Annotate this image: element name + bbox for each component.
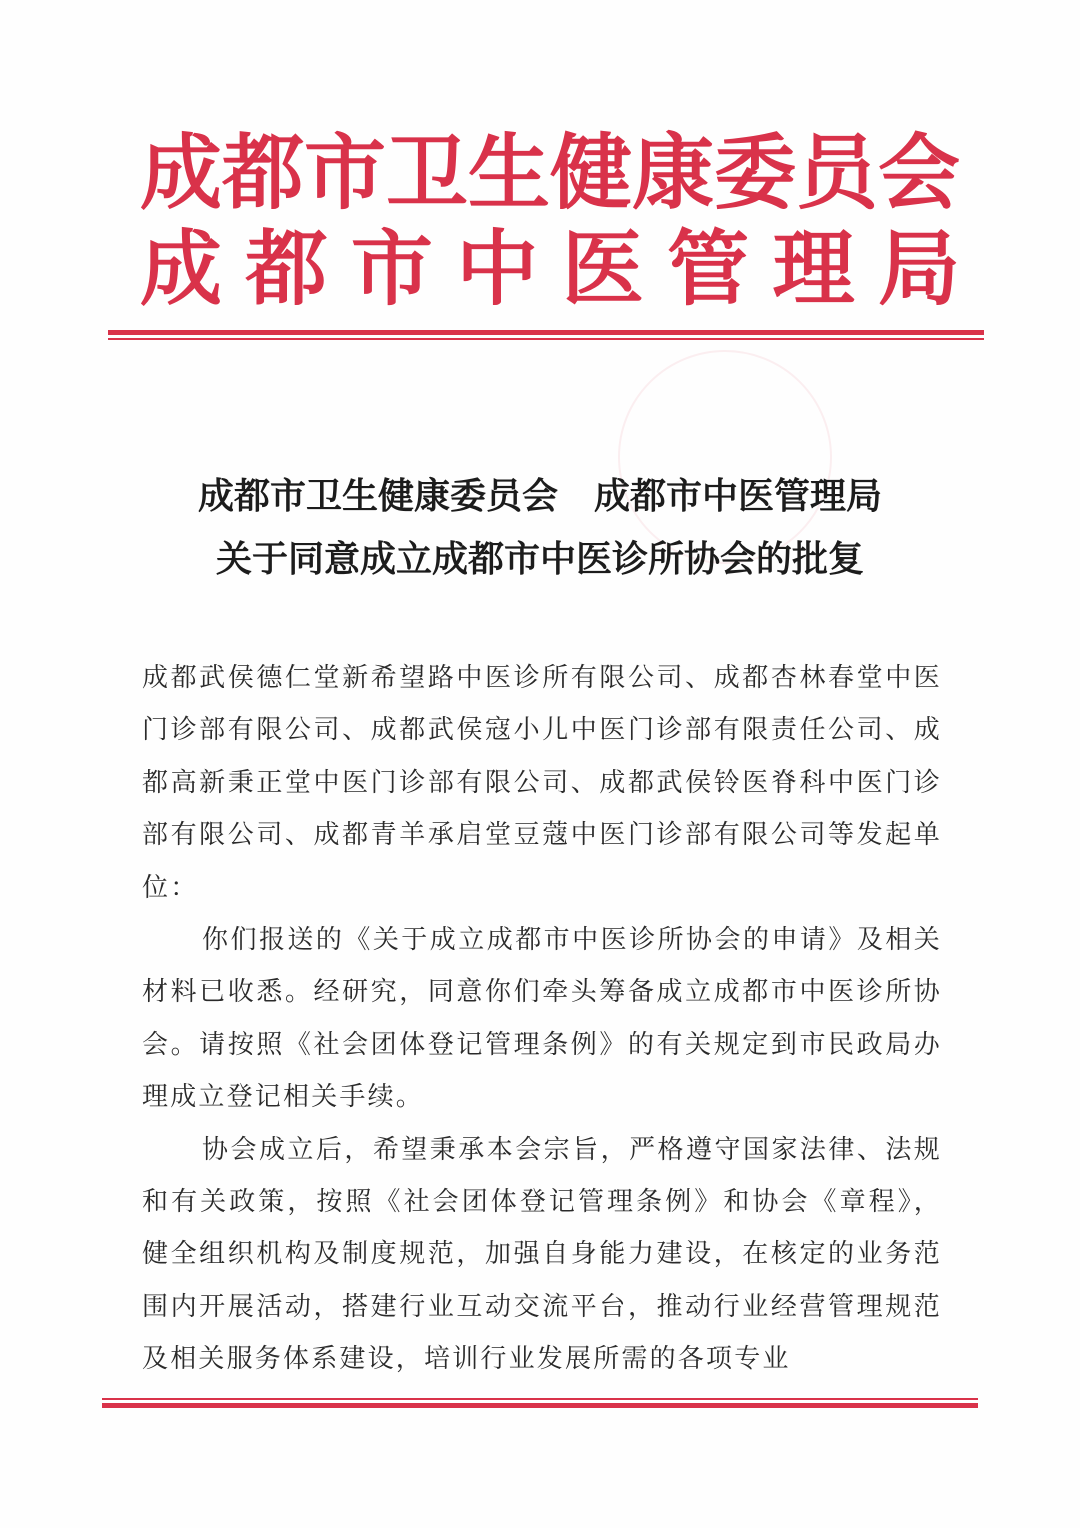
footer-red-rule <box>102 1398 978 1408</box>
letterhead-line-1: 成都市卫生健康委员会 <box>140 125 961 221</box>
body-paragraph-1: 你们报送的《关于成立成都市中医诊所协会的申请》及相关材料已收悉。经研究，同意你们牵头筹备成立成都市中医诊所协会。请按照《社会团体登记管理条例》的有关规定到市民政局办理成立登记相关手续。 <box>142 925 942 1113</box>
letterhead-red-rule <box>108 330 984 340</box>
body-paragraph-2: 协会成立后，希望秉承本会宗旨，严格遵守国家法律、法规和有关政策，按照《社会团体登记管理条例》和协会《章程》，健全组织机构及制度规范，加强自身能力建设，在核定的业务范围内开展活动，搭建行业互动交流平台，推动行业经营管理规范及相关服务体系建设，培训行业发展所需的各项专业 <box>142 1134 942 1375</box>
faint-seal-mark <box>618 350 832 564</box>
document-title-line-1: 成都市卫生健康委员会 成都市中医管理局 <box>197 475 882 517</box>
letterhead-line-2: 成都市中医管理局 <box>140 221 960 317</box>
document-title-line-2: 关于同意成立成都市中医诊所协会的批复 <box>215 538 864 580</box>
addressee-paragraph: 成都武侯德仁堂新希望路中医诊所有限公司、成都杏林春堂中医门诊部有限公司、成都武侯寇小儿中医门诊部有限责任公司、成都高新秉正堂中医门诊部有限公司、成都武侯铃医脊科中医门诊部有限公司、成都青羊承启堂豆蔻中医门诊部有限公司等发起单位： <box>142 663 942 903</box>
document-body <box>142 652 942 1386</box>
